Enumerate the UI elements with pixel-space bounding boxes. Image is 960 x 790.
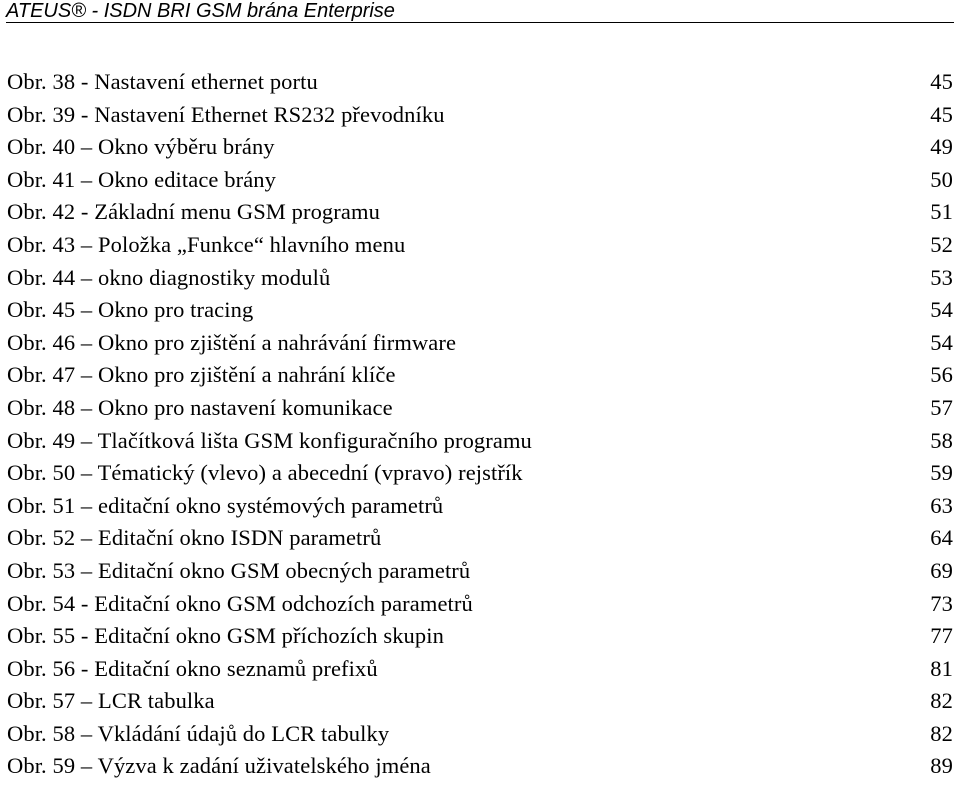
entry-title: Obr. 54 - Editační okno GSM odchozích parametrů: [7, 590, 473, 616]
entry-title: Obr. 47 – Okno pro zjištění a nahrání klíče: [7, 362, 396, 388]
figure-list-entry[interactable]: [7, 457, 953, 490]
entry-title: Obr. 49 – Tlačítková lišta GSM konfiguračního programu: [7, 427, 532, 453]
entry-title: Obr. 52 – Editační okno ISDN parametrů: [7, 525, 382, 551]
figure-list-entry[interactable]: [7, 131, 953, 164]
entry-title: Obr. 48 – Okno pro nastavení komunikace: [7, 394, 393, 420]
figure-list-entry[interactable]: [7, 229, 953, 262]
figure-list-entry[interactable]: [7, 620, 953, 653]
figure-list-entry[interactable]: [7, 685, 953, 718]
figure-list-entry[interactable]: [7, 425, 953, 458]
entry-title: Obr. 53 – Editační okno GSM obecných parametrů: [7, 557, 471, 583]
figure-list-entry[interactable]: [7, 262, 953, 295]
figure-list-entry[interactable]: [7, 588, 953, 621]
entry-title: Obr. 42 - Základní menu GSM programu: [7, 199, 380, 225]
entry-page-number: 54: [930, 297, 953, 323]
figure-list-entry[interactable]: [7, 718, 953, 751]
entry-title: Obr. 43 – Položka „Funkce“ hlavního menu: [7, 231, 406, 257]
entry-page-number: 64: [930, 525, 953, 551]
entry-title: Obr. 58 – Vkládání údajů do LCR tabulky: [7, 720, 390, 746]
entry-page-number: 51: [930, 199, 953, 225]
entry-page-number: 50: [930, 166, 953, 192]
page-header: [6, 0, 954, 23]
figure-list-entry[interactable]: [7, 522, 953, 555]
entry-title: Obr. 40 – Okno výběru brány: [7, 134, 275, 160]
entry-title: Obr. 41 – Okno editace brány: [7, 166, 276, 192]
entry-page-number: 82: [930, 720, 953, 746]
figure-list-entry[interactable]: [7, 294, 953, 327]
entry-title: Obr. 51 – editační okno systémových parametrů: [7, 492, 444, 518]
figure-list-entry[interactable]: [7, 99, 953, 132]
entry-page-number: 73: [930, 590, 953, 616]
entry-page-number: 45: [930, 69, 953, 94]
entry-page-number: 59: [930, 460, 953, 486]
figure-list-entry[interactable]: [7, 327, 953, 360]
entry-title: Obr. 38 - Nastavení ethernet portu: [7, 69, 318, 94]
entry-page-number: 82: [930, 688, 953, 714]
entry-page-number: 58: [930, 427, 953, 453]
figure-list: [7, 66, 953, 783]
figure-list-entry[interactable]: [7, 490, 953, 523]
figure-list-entry[interactable]: [7, 750, 953, 783]
entry-title: Obr. 46 – Okno pro zjištění a nahrávání firmware: [7, 329, 457, 355]
figure-list-entry[interactable]: [7, 196, 953, 229]
entry-title: Obr. 39 - Nastavení Ethernet RS232 převodníku: [7, 101, 445, 127]
figure-list-entry[interactable]: [7, 66, 953, 99]
entry-page-number: 69: [930, 557, 953, 583]
entry-title: Obr. 57 – LCR tabulka: [7, 688, 215, 714]
entry-page-number: 49: [930, 134, 953, 160]
entry-page-number: 63: [930, 492, 953, 518]
entry-title: Obr. 44 – okno diagnostiky modulů: [7, 264, 331, 290]
entry-page-number: 57: [930, 394, 953, 420]
figure-list-entry[interactable]: [7, 359, 953, 392]
entry-page-number: 53: [930, 264, 953, 290]
entry-page-number: 45: [930, 101, 953, 127]
entry-page-number: 89: [930, 753, 953, 779]
entry-page-number: 54: [930, 329, 953, 355]
header-title: ATEUS® - ISDN BRI GSM brána Enterprise: [6, 0, 395, 22]
entry-title: Obr. 56 - Editační okno seznamů prefixů: [7, 655, 378, 681]
entry-page-number: 81: [930, 655, 953, 681]
figure-list-entry[interactable]: [7, 653, 953, 686]
figure-list-entry[interactable]: [7, 555, 953, 588]
figure-list-entry[interactable]: [7, 392, 953, 425]
entry-page-number: 77: [930, 623, 953, 649]
entry-title: Obr. 45 – Okno pro tracing: [7, 297, 254, 323]
figure-list-entry[interactable]: [7, 164, 953, 197]
entry-title: Obr. 59 – Výzva k zadání uživatelského jména: [7, 753, 431, 779]
entry-title: Obr. 55 - Editační okno GSM příchozích skupin: [7, 623, 444, 649]
entry-page-number: 52: [930, 231, 953, 257]
entry-title: Obr. 50 – Tématický (vlevo) a abecední (vpravo) rejstřík: [7, 460, 523, 486]
entry-page-number: 56: [930, 362, 953, 388]
